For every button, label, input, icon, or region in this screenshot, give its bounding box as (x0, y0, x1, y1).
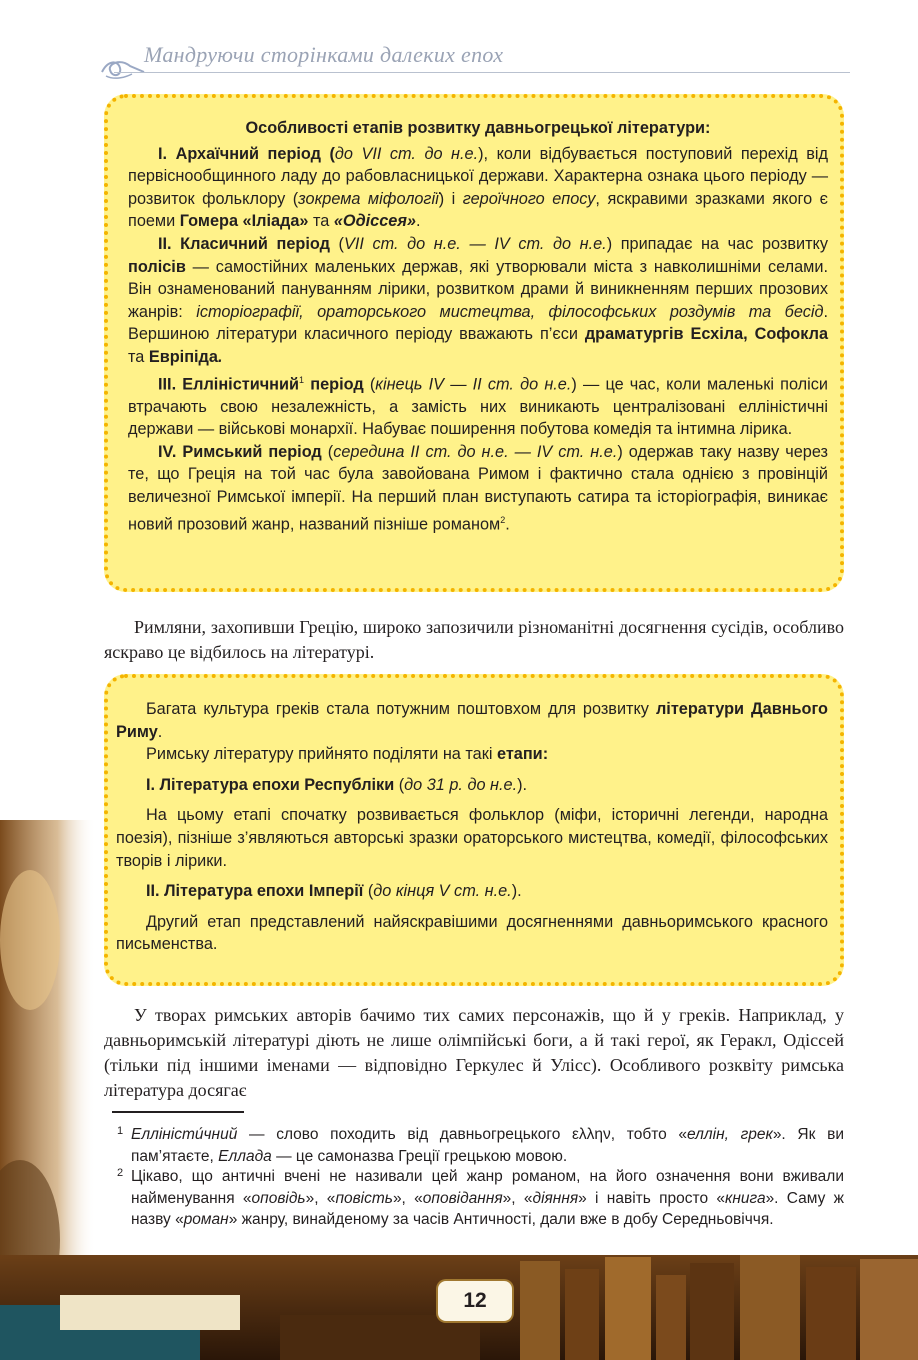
header-rule (114, 72, 850, 73)
box-title: Особливості етапів розвитку давньогрецької літератури: (245, 119, 711, 137)
stage-republic-desc: На цьому етапі спочатку розвивається фольклор (міфи, історичні легенди, народна поезія), пізніше з’являються авторські зразки ораторського мистецтва, комедії, філософських творів і лірики. (116, 806, 828, 870)
period-hellenistic: III. Елліністичний$^1$ період (кінець IV — II ст. до н.е.) — це час, коли маленькі поліси втрачають свою незалежність, а замість них виникають централізовані елліністичні держави — військові монархії. Набуває поширення побутова комедія та інтимна лірика. (128, 374, 829, 439)
body-paragraph-2: У творах римських авторів бачимо тих самих персонажів, що й у греків. Наприклад, у давньоримській літературі діють не лише олімпійські боги, а й такі герої, як Геракл, Одіссей (тільки під іншими іменами — відповідно Геркулес й Улісс). Особливого розквіту римська література досягає (104, 1005, 844, 1100)
footnote-2: 2 Цікаво, що античні вчені не називали цей жанр романом, на його означення вони вживали найменування «оповідь», «повість», «оповідання», «діяння» і навіть просто «книга». Саму ж назву «роман» жанру, винайденому за часів Античності, дали вже в добу Середньовіччя. (117, 1167, 845, 1228)
stage-empire-desc: Другий етап представлений найяскравішими досягненнями давньоримського красного письменства. (116, 912, 828, 954)
stage-empire: II. Література епохи Імперії (до кінця V ст. н.е.). (146, 882, 522, 901)
footnote-1: 1 Елліністи́чний — слово походить від давньогрецького ελλην, тобто «еллін, грек». Як ви пам’ятаєте, Еллада — це самоназва Греції грецькою мовою. (117, 1125, 844, 1165)
running-header (100, 40, 860, 80)
body-paragraph: Римляни, захопивши Грецію, широко запозичили різноманітні досягнення сусідів, особливо яскраво це відбилось на літературі. (104, 617, 844, 662)
box2-stages: Римську літературу прийнято поділяти на такі етапи: (146, 745, 549, 764)
greek-periods-box (104, 94, 844, 592)
stage-republic: I. Література епохи Республіки (до 31 р. до н.е.). (146, 775, 528, 794)
page-number: 12 (438, 1281, 512, 1321)
box2-intro: Багата культура греків стала потужним поштовхом для розвитку літератури Давнього Риму. (116, 700, 829, 741)
footnote-rule (112, 1111, 244, 1113)
roman-literature-box (104, 674, 844, 986)
period-roman: IV. Римський період (середина II ст. до н.е. — IV ст. н.е.) одержав таку назву через те, що Греція на той час була завойована Римом і фактично стала однією з провінцій величезної Римської імперії. На перший план виступають сатира та історіографія, виникає новий прозовий жанр, названий пізніше романом$^2$. (128, 442, 828, 533)
ornament-icon (100, 52, 146, 82)
period-classical: II. Класичний період (VII ст. до н.е. — IV ст. до н.е.) припадає на час розвитку полісів — самостійних маленьких держав, які утворювали міста з навколишніми селами. Він ознаменований пануванням лірики, розвитком драми й виникненням перших прозових жанрів: історіографії, ораторського мистецтва, філософських роздумів та бесід. Вершиною літератури класичного періоду вважають п’єси драматургів Есхіла, Софокла та Евріпіда. (128, 234, 829, 366)
period-archaic: I. Архаїчний період (до VII ст. до н.е.), коли відбувається поступовий перехід від первіснообщинного ладу до рабовласницької держави. Характерна ознака цього періоду — розвиток фольклору (зокрема міфології) і героїчного епосу, яскравими зразками якого є поеми Гомера «Іліада» та «Одіссея». (128, 144, 828, 231)
running-title: Мандруючи сторінками далеких епох (144, 42, 504, 67)
